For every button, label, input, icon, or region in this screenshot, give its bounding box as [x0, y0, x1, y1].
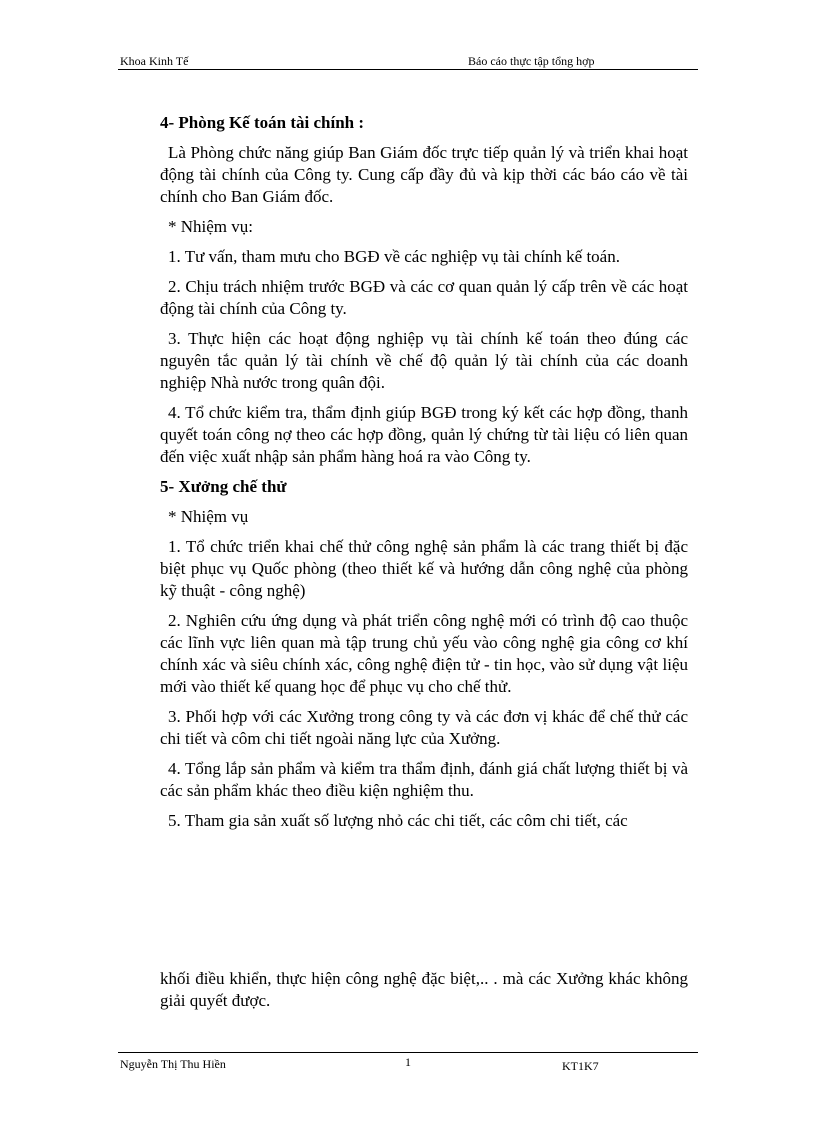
section5-item-4: 4. Tổng lắp sản phẩm và kiểm tra thẩm định, đánh giá chất lượng thiết bị và các sản phẩm khác theo điều kiện nghiệm thu. [160, 759, 688, 800]
footer-page-number: 1 [405, 1055, 411, 1069]
section5-heading: 5- Xưởng chế thử [160, 477, 287, 496]
section5-item-5-continuation: khối điều khiển, thực hiện công nghệ đặc biệt,.. . mà các Xưởng khác không giải quyết được. [160, 969, 688, 1010]
footer-author: Nguyễn Thị Thu Hiền [120, 1057, 226, 1071]
section4-item-2: 2. Chịu trách nhiệm trước BGĐ và các cơ quan quản lý cấp trên về các hoạt động tài chính của Công ty. [160, 277, 688, 318]
page-header [118, 53, 698, 69]
section4-heading: 4- Phòng Kế toán tài chính : [160, 113, 365, 132]
section5-item-3: 3. Phối hợp với các Xưởng trong công ty và các đơn vị khác để chế thử các chi tiết và côm chi tiết ngoài năng lực của Xưởng. [160, 707, 688, 748]
section4-item-1: 1. Tư vấn, tham mưu cho BGĐ về các nghiệp vụ tài chính kế toán. [168, 247, 620, 266]
header-report-title: Báo cáo thực tập tổng hợp [468, 54, 595, 68]
header-faculty: Khoa Kinh Tế [120, 54, 189, 68]
section4-intro: Là Phòng chức năng giúp Ban Giám đốc trực tiếp quản lý và triển khai hoạt động tài chính của Công ty. Cung cấp đầy đủ và kịp thời các báo cáo về tài chính cho Ban Giám đốc. [160, 143, 688, 206]
section5-item-2: 2. Nghiên cứu ứng dụng và phát triển công nghệ mới có trình độ cao thuộc các lĩnh vực liên quan mà tập trung chủ yếu vào công nghệ gia công cơ khí chính xác và siêu chính xác, công nghệ điện tử - tin học, vào sử dụng vật liệu mới vào thiết kế quang học để phục vụ cho chế thử. [160, 611, 688, 696]
footer-divider [118, 1052, 698, 1053]
section4-duties-label: * Nhiệm vụ: [168, 217, 253, 236]
footer-class-code: KT1K7 [562, 1059, 599, 1073]
header-divider [118, 69, 698, 70]
section4-item-3: 3. Thực hiện các hoạt động nghiệp vụ tài chính kế toán theo đúng các nguyên tắc quản lý tài chính về chế độ quản lý tài chính của các doanh nghiệp Nhà nước trong quân đội. [160, 329, 688, 392]
page-body [160, 112, 688, 840]
section5-item-5: 5. Tham gia sản xuất số lượng nhỏ các chi tiết, các côm chi tiết, các [168, 811, 628, 830]
section5-duties-label: * Nhiệm vụ [168, 507, 249, 526]
section4-item-4: 4. Tổ chức kiểm tra, thẩm định giúp BGĐ trong ký kết các hợp đồng, thanh quyết toán công nợ theo các hợp đồng, quản lý chứng từ tài liệu có liên quan đến việc xuất nhập sản phẩm hàng hoá ra vào Công ty. [160, 403, 688, 466]
page-footer [118, 1056, 698, 1072]
section5-item-1: 1. Tổ chức triển khai chế thử công nghệ sản phẩm là các trang thiết bị đặc biệt phục vụ Quốc phòng (theo thiết kế và hướng dẫn công nghệ của phòng kỹ thuật - công nghệ) [160, 537, 688, 600]
